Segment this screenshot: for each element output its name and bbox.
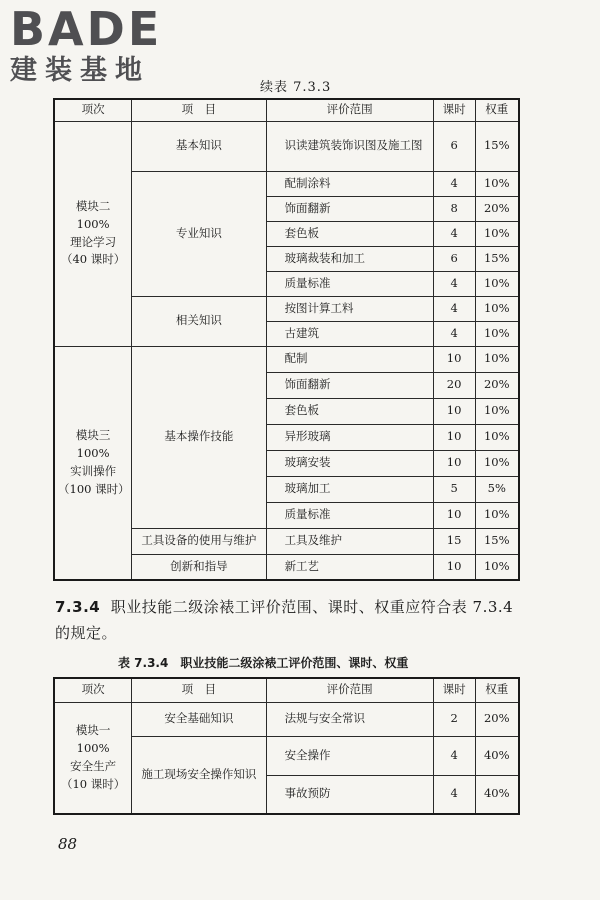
table-7-3-4 xyxy=(53,677,520,815)
scope-cell: 工具及维护 xyxy=(266,528,433,554)
header-cell: 项次 xyxy=(54,678,132,702)
weight-cell: 40% xyxy=(475,736,519,775)
scope-cell: 安全操作 xyxy=(266,736,433,775)
weight-cell: 20% xyxy=(475,196,519,221)
hours-cell: 8 xyxy=(433,196,475,221)
hours-cell: 6 xyxy=(433,246,475,271)
header-cell: 权重 xyxy=(475,678,519,702)
module-label: 模块二 100% xyxy=(75,198,111,231)
item-cell: 创新和指导 xyxy=(132,554,266,580)
hours-cell: 10 xyxy=(433,346,475,372)
weight-cell: 10% xyxy=(475,424,519,450)
weight-cell: 10% xyxy=(475,554,519,580)
hours-cell: 4 xyxy=(433,221,475,246)
hours-cell: 20 xyxy=(433,372,475,398)
scope-cell: 质量标准 xyxy=(266,271,433,296)
weight-cell: 5% xyxy=(475,476,519,502)
section-text: 职业技能二级涂裱工评价范围、课时、权重应符合表 7.3.4 的规定。 xyxy=(55,598,514,642)
item-cell: 施工现场安全操作知识 xyxy=(132,736,266,814)
scope-cell: 事故预防 xyxy=(266,775,433,814)
table-row xyxy=(54,702,519,736)
hours-cell: 4 xyxy=(433,296,475,321)
item-cell: 安全基础知识 xyxy=(132,702,266,736)
header-cell: 课时 xyxy=(433,99,475,121)
scope-cell: 古建筑 xyxy=(266,321,433,346)
item-cell: 基本知识 xyxy=(132,121,266,171)
weight-cell: 10% xyxy=(475,296,519,321)
weight-cell: 20% xyxy=(475,702,519,736)
hours-cell: 10 xyxy=(433,502,475,528)
weight-cell: 20% xyxy=(475,372,519,398)
weight-cell: 10% xyxy=(475,321,519,346)
scope-cell: 套色板 xyxy=(266,221,433,246)
module-cell xyxy=(54,702,132,814)
scope-cell: 配制 xyxy=(266,346,433,372)
header-cell: 项 目 xyxy=(132,99,266,121)
hours-cell: 2 xyxy=(433,702,475,736)
table2-caption: 表 7.3.4 职业技能二级涂裱工评价范围、课时、权重 xyxy=(118,656,409,670)
module-label: 实训操作 xyxy=(70,463,117,478)
hours-cell: 10 xyxy=(433,424,475,450)
weight-cell: 10% xyxy=(475,171,519,196)
header-cell: 评价范围 xyxy=(266,678,433,702)
module-cell xyxy=(54,121,132,346)
scope-cell: 异形玻璃 xyxy=(266,424,433,450)
scope-cell: 质量标准 xyxy=(266,502,433,528)
scope-cell: 新工艺 xyxy=(266,554,433,580)
bade-logo xyxy=(10,2,163,86)
hours-cell: 4 xyxy=(433,775,475,814)
weight-cell: 40% xyxy=(475,775,519,814)
table1-caption: 续表 7.3.3 xyxy=(260,80,332,95)
scope-cell: 法规与安全常识 xyxy=(266,702,433,736)
weight-cell: 15% xyxy=(475,528,519,554)
table-row xyxy=(54,346,519,372)
table-header-row xyxy=(54,678,519,702)
module-cell xyxy=(54,346,132,580)
hours-cell: 10 xyxy=(433,450,475,476)
header-cell: 课时 xyxy=(433,678,475,702)
scope-cell: 饰面翻新 xyxy=(266,196,433,221)
hours-cell: 5 xyxy=(433,476,475,502)
weight-cell: 15% xyxy=(475,246,519,271)
header-cell: 项次 xyxy=(54,99,132,121)
header-cell: 评价范围 xyxy=(266,99,433,121)
module-label: 理论学习 xyxy=(70,234,117,249)
table-header-row xyxy=(54,99,519,121)
hours-cell: 15 xyxy=(433,528,475,554)
section-number: 7.3.4 xyxy=(55,598,101,616)
scope-cell: 识读建筑装饰识图及施工图 xyxy=(266,121,433,171)
item-cell: 相关知识 xyxy=(132,296,266,346)
section-paragraph xyxy=(55,594,525,646)
hours-cell: 6 xyxy=(433,121,475,171)
page-number: 88 xyxy=(58,835,78,853)
weight-cell: 10% xyxy=(475,221,519,246)
weight-cell: 10% xyxy=(475,398,519,424)
logo-subtitle: 建装基地 xyxy=(10,55,150,86)
header-cell: 项 目 xyxy=(132,678,266,702)
hours-cell: 10 xyxy=(433,554,475,580)
weight-cell: 10% xyxy=(475,271,519,296)
weight-cell: 15% xyxy=(475,121,519,171)
header-cell: 权重 xyxy=(475,99,519,121)
module-label: 安全生产 xyxy=(70,758,117,773)
module-label: （100 课时） xyxy=(58,481,130,496)
scope-cell: 套色板 xyxy=(266,398,433,424)
hours-cell: 10 xyxy=(433,398,475,424)
weight-cell: 10% xyxy=(475,502,519,528)
scope-cell: 饰面翻新 xyxy=(266,372,433,398)
table-row xyxy=(54,121,519,171)
module-label: （10 课时） xyxy=(60,776,126,791)
scope-cell: 玻璃加工 xyxy=(266,476,433,502)
item-cell: 工具设备的使用与维护 xyxy=(132,528,266,554)
weight-cell: 10% xyxy=(475,346,519,372)
hours-cell: 4 xyxy=(433,736,475,775)
scope-cell: 配制涂料 xyxy=(266,171,433,196)
table-7-3-3-continued xyxy=(53,98,520,581)
hours-cell: 4 xyxy=(433,271,475,296)
module-label: 模块一 100% xyxy=(75,723,111,755)
hours-cell: 4 xyxy=(433,321,475,346)
item-cell: 专业知识 xyxy=(132,171,266,296)
module-label: （40 课时） xyxy=(60,252,126,267)
item-cell: 基本操作技能 xyxy=(132,346,266,528)
module-label: 模块三 100% xyxy=(75,428,111,460)
scope-cell: 玻璃安装 xyxy=(266,450,433,476)
hours-cell: 4 xyxy=(433,171,475,196)
logo-wordmark: BADE xyxy=(10,2,163,56)
scope-cell: 玻璃裁装和加工 xyxy=(266,246,433,271)
scope-cell: 按图计算工料 xyxy=(266,296,433,321)
weight-cell: 10% xyxy=(475,450,519,476)
